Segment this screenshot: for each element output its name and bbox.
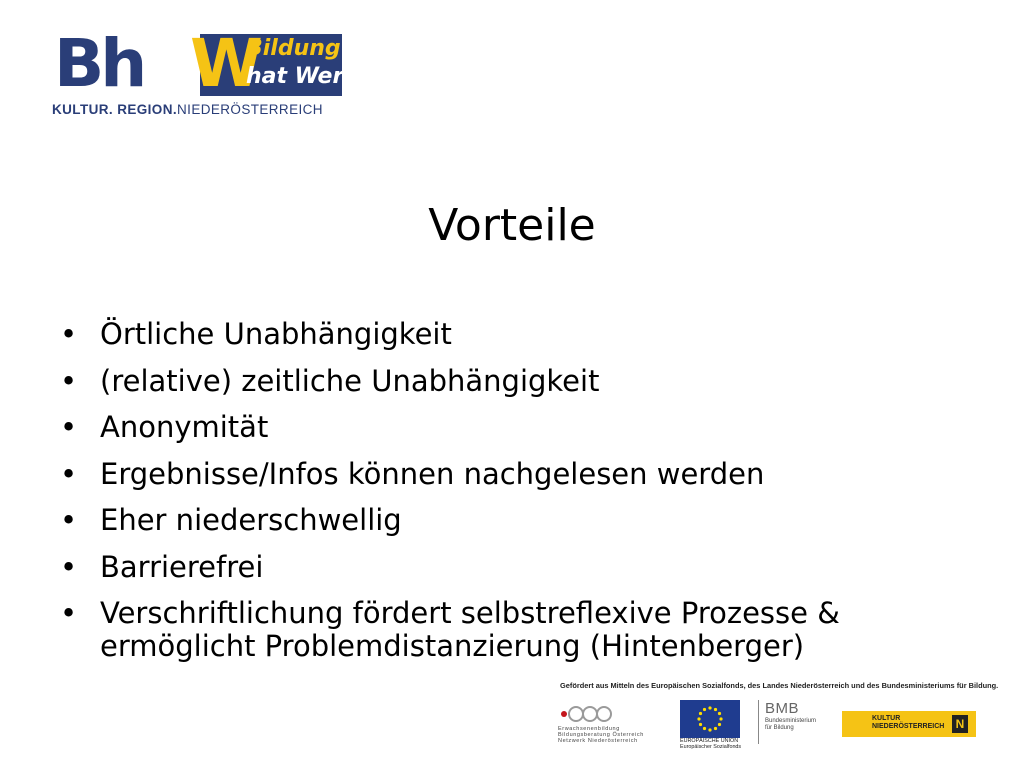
bullet-dot: • xyxy=(60,549,78,584)
bullet-dot: • xyxy=(60,596,78,630)
bullet-item xyxy=(60,504,1000,537)
slide-title: Vorteile xyxy=(428,200,596,251)
erwachsenenbildung-circles-icon xyxy=(558,704,618,724)
bullet-dot: • xyxy=(60,503,78,537)
funding-notice: Gefördert aus Mitteln des Europäischen Sozialfonds, des Landes Niederösterreich und des Bundesministeriums für Bildung. xyxy=(560,681,999,690)
bullet-dot: • xyxy=(60,317,78,351)
logo-region-sep-2: . xyxy=(172,102,178,117)
logo-tagline-2: hat Wert. xyxy=(246,64,363,89)
bullet-dot: • xyxy=(60,410,78,444)
bullet-item xyxy=(60,411,1000,444)
noe-badge-icon: N xyxy=(952,715,968,733)
bullet-item xyxy=(60,458,1000,491)
logo-region-noe: NIEDERÖSTERREICH xyxy=(177,102,323,117)
logo-region-region: REGION xyxy=(117,102,173,117)
eu-logo xyxy=(680,700,742,750)
bullet-text: Ergebnisse/Infos können nachgelesen werden xyxy=(100,456,765,491)
bullet-item xyxy=(60,365,1000,398)
logo-region-kultur: KULTUR xyxy=(52,102,109,117)
bullet-text: Verschriftlichung fördert selbstreflexive Prozesse & ermöglicht Problemdistanzierung (Hintenberger) xyxy=(100,596,840,663)
bhw-logo xyxy=(50,25,363,120)
bmb-title: BMB xyxy=(765,700,800,717)
bullet-item xyxy=(60,318,1000,351)
bullet-text: Örtliche Unabhängigkeit xyxy=(100,317,452,351)
bullet-item xyxy=(60,551,1000,584)
logo-wordmark xyxy=(50,25,363,102)
logo-tagline-1: Bildung xyxy=(246,36,341,61)
logo-region-line xyxy=(52,102,323,117)
logo-letters-bh: Bh xyxy=(54,25,144,102)
logo-letter-w: W xyxy=(190,25,263,102)
eu-flag-icon xyxy=(680,700,740,738)
bullet-item xyxy=(60,597,1000,663)
erwachsenenbildung-line-1: Erwachsenenbildung xyxy=(558,726,620,732)
eu-caption-line-2: Europäischer Sozialfonds xyxy=(680,744,742,750)
bullet-dot: • xyxy=(60,456,78,491)
bmb-sub-2: für Bildung xyxy=(765,725,794,731)
kultur-logo-line-2: NIEDERÖSTERREICH xyxy=(872,723,945,730)
erwachsenenbildung-logo xyxy=(558,700,670,744)
bullet-text: Barrierefrei xyxy=(100,549,264,584)
eu-caption xyxy=(680,738,744,750)
logo-region-sep-1: . xyxy=(108,102,114,117)
kultur-logo-line-1: KULTUR xyxy=(872,715,901,722)
bmb-sub-1: Bundesministerium xyxy=(765,718,817,724)
bmb-logo xyxy=(758,700,845,744)
bullet-list xyxy=(60,318,1000,677)
erwachsenenbildung-text xyxy=(558,726,644,744)
bullet-text: Eher niederschwellig xyxy=(100,503,402,537)
eu-caption-line-1: EUROPÄISCHE UNION xyxy=(680,738,739,744)
bullet-text: Anonymität xyxy=(100,410,269,444)
erwachsenenbildung-line-3: Netzwerk Niederösterreich xyxy=(558,738,638,744)
kultur-niederoesterreich-logo xyxy=(842,711,976,737)
bullet-dot: • xyxy=(60,363,78,398)
erwachsenenbildung-line-2: Bildungsberatung Österreich xyxy=(558,732,644,738)
kultur-logo-text xyxy=(872,715,944,731)
bullet-text: (relative) zeitliche Unabhängigkeit xyxy=(100,363,600,398)
